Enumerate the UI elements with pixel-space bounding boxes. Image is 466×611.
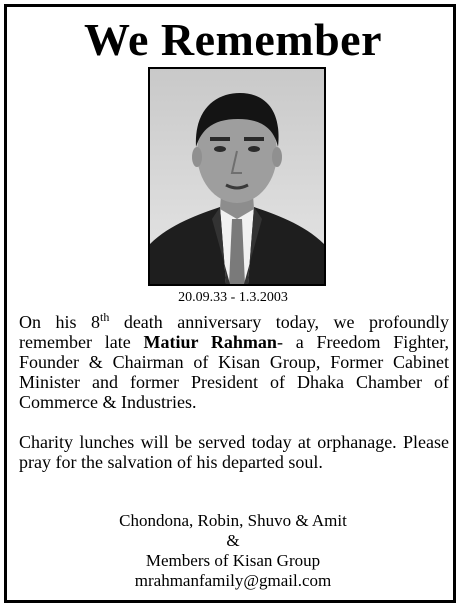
notice-title: We Remember: [84, 14, 382, 65]
life-dates: 20.09.33 - 1.3.2003: [178, 290, 288, 305]
deceased-name: Matiur Rahman: [143, 332, 277, 352]
signatory-names: Chondona, Robin, Shuvo & Amit: [119, 511, 347, 530]
signatory-email: mrahmanfamily@gmail.com: [134, 571, 332, 590]
signatory-group: Members of Kisan Group: [145, 551, 321, 570]
portrait-photo: [148, 67, 326, 286]
ordinal-suffix: th: [99, 310, 110, 324]
tribute-intro-text: On his 8: [19, 312, 100, 332]
signatory-ampersand: &: [226, 531, 240, 550]
tribute-details: - a Freedom Fighter, Founder & Chairman of Kisan Group, Former Cabinet Minister and former President of Dhaka Chamber of Commerce & Industries.: [19, 332, 449, 412]
tribute-paragraph: [19, 312, 449, 412]
portrait-illustration: [150, 69, 324, 284]
tribute-text: death anniversary today, we profoundly remember late: [19, 312, 449, 352]
charity-paragraph: Charity lunches will be served today at orphanage. Please pray for the salvation of his departed soul.: [19, 432, 449, 472]
